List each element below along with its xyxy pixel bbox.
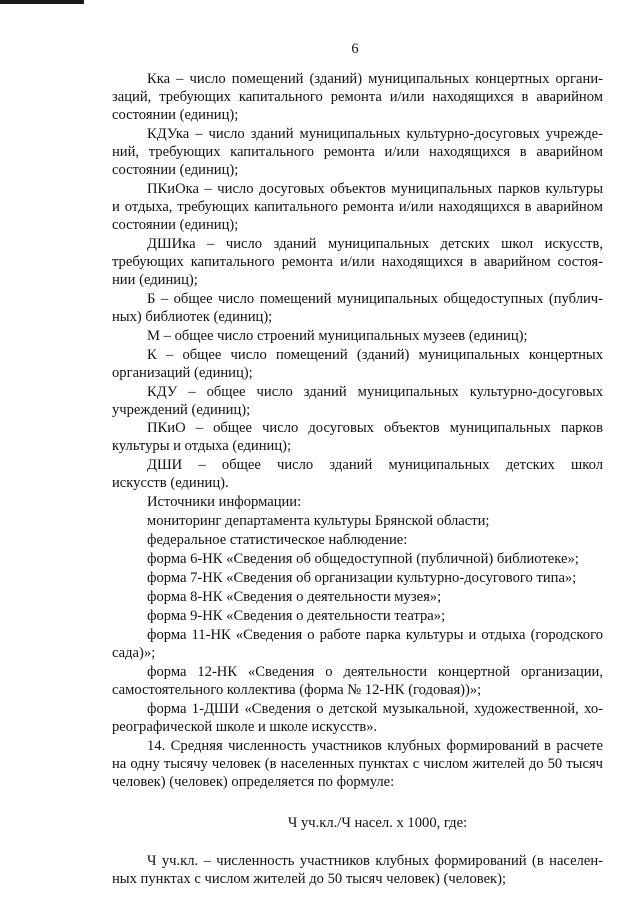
text-line: учреждений (единиц); <box>112 402 251 418</box>
text-line: форма 11-НК «Сведения о работе парка культуры и отдыха (городского <box>147 627 603 643</box>
text-line: 14. Средняя численность участников клубных формирований в расчете <box>147 738 603 754</box>
page-number: 6 <box>351 41 359 57</box>
text-line: ДШИка – число зданий муниципальных детских школ искусств, <box>147 236 603 252</box>
text-line: требующих капитального ремонта и/или находящихся в аварийном состоя- <box>112 254 603 270</box>
text-line: на одну тысячу человек (в населенных пунктах с числом жителей до 50 тысяч <box>112 756 603 772</box>
text-line: ПКиО – общее число досуговых объектов муниципальных парков <box>147 420 603 436</box>
text-line: К – общее число помещений (зданий) муниципальных концертных <box>147 347 603 363</box>
text-line: федеральное статистическое наблюдение: <box>147 532 408 548</box>
text-line: мониторинг департамента культуры Брянской области; <box>147 513 490 529</box>
text-line: ных пунктах с числом жителей до 50 тысяч человек) (человек); <box>112 871 507 887</box>
text-line: ДШИ – общее число зданий муниципальных детских школ <box>147 457 603 473</box>
text-line: Источники информации: <box>147 494 302 510</box>
text-line: заций, требующих капитального ремонта и/или находящихся в аварийном <box>112 89 603 105</box>
text-line: искусств (единиц). <box>112 475 229 491</box>
text-line: форма 12-НК «Сведения о деятельности концертной организации, <box>147 664 603 680</box>
text-line: самостоятельного коллектива (форма № 12-НК (годовая))»; <box>112 682 482 698</box>
text-line: форма 8-НК «Сведения о деятельности музея»; <box>147 589 442 605</box>
text-line: Ч уч.кл. – численность участников клубных формирований (в населен- <box>147 853 603 869</box>
text-line: ПКиОка – число досуговых объектов муниципальных парков культуры <box>147 181 603 197</box>
text-line: реографической школе и школе искусств». <box>112 719 378 735</box>
text-line: М – общее число строений муниципальных музеев (единиц); <box>147 328 528 344</box>
text-line: состоянии (единиц); <box>112 162 239 178</box>
text-line: человек) (человек) определяется по формуле: <box>112 774 395 790</box>
text-line: организаций (единиц); <box>112 365 253 381</box>
text-line: форма 6-НК «Сведения об общедоступной (публичной) библиотеке»; <box>147 551 579 567</box>
text-line: форма 1-ДШИ «Сведения о детской музыкальной, художественной, хо- <box>147 701 603 717</box>
text-line: ний, требующих капитального ремонта и/или находящихся в аварийном <box>112 144 603 160</box>
text-line: форма 7-НК «Сведения об организации культурно-досугового типа»; <box>147 570 577 586</box>
text-line: состоянии (единиц); <box>112 107 239 123</box>
text-line: и отдыха, требующих капитального ремонта и/или находящихся в аварийном <box>112 199 603 215</box>
text-line: КДУка – число зданий муниципальных культурно-досуговых учрежде- <box>147 126 603 142</box>
scan-edge-mark <box>0 0 84 4</box>
text-line: сада)»; <box>112 645 156 661</box>
text-line: ных) библиотек (единиц); <box>112 309 273 325</box>
text-line: Кка – число помещений (зданий) муниципальных концертных органи- <box>147 71 603 87</box>
text-line: нии (единиц); <box>112 272 198 288</box>
text-line: культуры и отдыха (единиц); <box>112 438 292 454</box>
text-line: форма 9-НК «Сведения о деятельности театра»; <box>147 608 446 624</box>
text-line: КДУ – общее число зданий муниципальных культурно-досуговых <box>147 384 603 400</box>
text-line: Ч уч.кл./Ч насел. х 1000, где: <box>287 815 468 831</box>
text-line: Б – общее число помещений муниципальных общедоступных (публич- <box>147 291 603 307</box>
text-line: состоянии (единиц); <box>112 217 239 233</box>
